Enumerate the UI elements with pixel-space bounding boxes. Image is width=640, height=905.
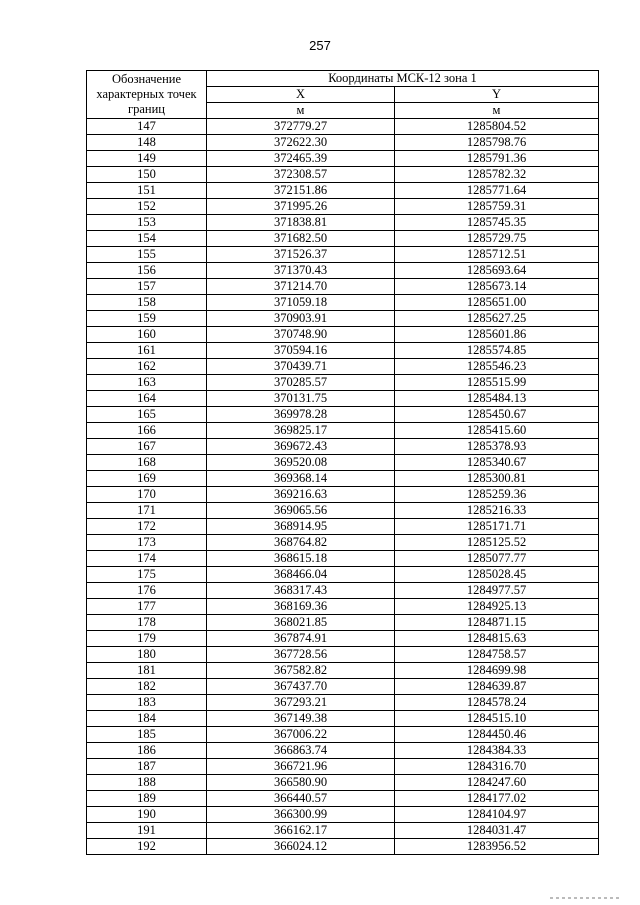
point-number-cell: 179 [87,631,207,647]
x-coordinate-cell: 370131.75 [207,391,395,407]
y-coordinate-cell: 1284177.02 [395,791,599,807]
point-number-cell: 181 [87,663,207,679]
x-coordinate-cell: 370594.16 [207,343,395,359]
x-coordinate-cell: 366863.74 [207,743,395,759]
table-row [87,263,599,279]
table-row [87,119,599,135]
y-column-header: Y [395,87,599,103]
x-coordinate-cell: 372779.27 [207,119,395,135]
point-number-cell: 168 [87,455,207,471]
point-number-cell: 176 [87,583,207,599]
point-number-cell: 182 [87,679,207,695]
table-row [87,359,599,375]
page-number: 257 [309,38,331,53]
y-coordinate-cell: 1284815.63 [395,631,599,647]
x-coordinate-cell: 371526.37 [207,247,395,263]
x-coordinate-cell: 368169.36 [207,599,395,615]
table-row [87,727,599,743]
point-number-cell: 160 [87,327,207,343]
x-coordinate-cell: 369065.56 [207,503,395,519]
table-row [87,839,599,855]
table-row [87,295,599,311]
table-row [87,423,599,439]
y-coordinate-cell: 1285804.52 [395,119,599,135]
y-coordinate-cell: 1285771.64 [395,183,599,199]
x-coordinate-cell: 369520.08 [207,455,395,471]
point-number-cell: 148 [87,135,207,151]
x-coordinate-cell: 371838.81 [207,215,395,231]
x-coordinate-cell: 366300.99 [207,807,395,823]
x-coordinate-cell: 367437.70 [207,679,395,695]
table-row [87,823,599,839]
table-row [87,711,599,727]
point-number-cell: 184 [87,711,207,727]
y-coordinate-cell: 1284515.10 [395,711,599,727]
table-row [87,471,599,487]
y-coordinate-cell: 1285693.64 [395,263,599,279]
y-coordinate-cell: 1285484.13 [395,391,599,407]
coordinates-title: Координаты МСК-12 зона 1 [207,71,599,87]
x-coordinate-cell: 368615.18 [207,551,395,567]
y-coordinate-cell: 1284316.70 [395,759,599,775]
table-row [87,519,599,535]
table-row [87,775,599,791]
table-row [87,583,599,599]
point-number-cell: 166 [87,423,207,439]
x-coordinate-cell: 370903.91 [207,311,395,327]
point-number-cell: 192 [87,839,207,855]
table-row [87,695,599,711]
y-coordinate-cell: 1285791.36 [395,151,599,167]
point-number-cell: 173 [87,535,207,551]
x-coordinate-cell: 368021.85 [207,615,395,631]
point-number-cell: 164 [87,391,207,407]
y-coordinate-cell: 1285712.51 [395,247,599,263]
x-coordinate-cell: 367149.38 [207,711,395,727]
point-number-cell: 177 [87,599,207,615]
x-coordinate-cell: 372622.30 [207,135,395,151]
y-coordinate-cell: 1285651.00 [395,295,599,311]
y-coordinate-cell: 1285574.85 [395,343,599,359]
y-coordinate-cell: 1285077.77 [395,551,599,567]
y-coordinate-cell: 1285745.35 [395,215,599,231]
coordinates-table [86,70,599,855]
point-number-cell: 178 [87,615,207,631]
table-row [87,215,599,231]
x-coordinate-cell: 371995.26 [207,199,395,215]
y-coordinate-cell: 1285601.86 [395,327,599,343]
y-coordinate-cell: 1285627.25 [395,311,599,327]
point-number-cell: 147 [87,119,207,135]
x-coordinate-cell: 368317.43 [207,583,395,599]
x-coordinate-cell: 369672.43 [207,439,395,455]
y-coordinate-cell: 1285450.67 [395,407,599,423]
y-coordinate-cell: 1285340.67 [395,455,599,471]
table-row [87,663,599,679]
point-number-cell: 185 [87,727,207,743]
x-coordinate-cell: 366721.96 [207,759,395,775]
y-coordinate-cell: 1284031.47 [395,823,599,839]
y-coordinate-cell: 1285300.81 [395,471,599,487]
x-column-header: X [207,87,395,103]
point-number-cell: 172 [87,519,207,535]
table-row [87,743,599,759]
y-coordinate-cell: 1285125.52 [395,535,599,551]
table-row [87,231,599,247]
y-coordinate-cell: 1284104.97 [395,807,599,823]
y-coordinate-cell: 1284699.98 [395,663,599,679]
point-number-cell: 161 [87,343,207,359]
point-number-cell: 150 [87,167,207,183]
y-coordinate-cell: 1285546.23 [395,359,599,375]
y-coordinate-cell: 1285415.60 [395,423,599,439]
point-number-cell: 174 [87,551,207,567]
point-number-cell: 163 [87,375,207,391]
x-coordinate-cell: 367006.22 [207,727,395,743]
x-coordinate-cell: 369216.63 [207,487,395,503]
x-coordinate-cell: 371682.50 [207,231,395,247]
x-coordinate-cell: 371214.70 [207,279,395,295]
y-coordinate-cell: 1285259.36 [395,487,599,503]
point-number-cell: 191 [87,823,207,839]
x-coordinate-cell: 369368.14 [207,471,395,487]
x-coordinate-cell: 371059.18 [207,295,395,311]
table-row [87,247,599,263]
point-number-cell: 186 [87,743,207,759]
table-row [87,807,599,823]
point-number-cell: 189 [87,791,207,807]
y-coordinate-cell: 1284758.57 [395,647,599,663]
x-coordinate-cell: 368466.04 [207,567,395,583]
table-row [87,343,599,359]
y-coordinate-cell: 1285028.45 [395,567,599,583]
table-row [87,615,599,631]
table-row [87,647,599,663]
table-row [87,439,599,455]
x-coordinate-cell: 367874.91 [207,631,395,647]
x-coordinate-cell: 366024.12 [207,839,395,855]
scan-artifact [550,897,620,899]
table-row [87,759,599,775]
y-coordinate-cell: 1285515.99 [395,375,599,391]
y-coordinate-cell: 1284871.15 [395,615,599,631]
y-unit-label: м [395,103,599,119]
table-row [87,503,599,519]
x-coordinate-cell: 371370.43 [207,263,395,279]
x-coordinate-cell: 367293.21 [207,695,395,711]
y-coordinate-cell: 1285782.32 [395,167,599,183]
table-row [87,135,599,151]
x-coordinate-cell: 367728.56 [207,647,395,663]
x-coordinate-cell: 366580.90 [207,775,395,791]
y-coordinate-cell: 1284247.60 [395,775,599,791]
point-number-cell: 190 [87,807,207,823]
y-coordinate-cell: 1284925.13 [395,599,599,615]
point-number-cell: 165 [87,407,207,423]
x-coordinate-cell: 372465.39 [207,151,395,167]
table-row [87,487,599,503]
x-coordinate-cell: 368764.82 [207,535,395,551]
designation-header: Обозначение характерных точек границ [87,71,207,119]
table-row [87,599,599,615]
point-number-cell: 155 [87,247,207,263]
x-coordinate-cell: 367582.82 [207,663,395,679]
table-row [87,167,599,183]
point-number-cell: 175 [87,567,207,583]
x-coordinate-cell: 370439.71 [207,359,395,375]
x-unit-label: м [207,103,395,119]
x-coordinate-cell: 372308.57 [207,167,395,183]
table-row [87,679,599,695]
y-coordinate-cell: 1284578.24 [395,695,599,711]
x-coordinate-cell: 369825.17 [207,423,395,439]
table-row [87,199,599,215]
y-coordinate-cell: 1284384.33 [395,743,599,759]
table-row [87,551,599,567]
point-number-cell: 154 [87,231,207,247]
y-coordinate-cell: 1283956.52 [395,839,599,855]
table-row [87,279,599,295]
point-number-cell: 188 [87,775,207,791]
point-number-cell: 170 [87,487,207,503]
table-row [87,183,599,199]
y-coordinate-cell: 1284639.87 [395,679,599,695]
y-coordinate-cell: 1284450.46 [395,727,599,743]
table-header [87,71,599,119]
x-coordinate-cell: 366162.17 [207,823,395,839]
table-row [87,327,599,343]
point-number-cell: 167 [87,439,207,455]
point-number-cell: 187 [87,759,207,775]
point-number-cell: 156 [87,263,207,279]
point-number-cell: 162 [87,359,207,375]
y-coordinate-cell: 1285798.76 [395,135,599,151]
x-coordinate-cell: 372151.86 [207,183,395,199]
point-number-cell: 152 [87,199,207,215]
point-number-cell: 169 [87,471,207,487]
x-coordinate-cell: 370748.90 [207,327,395,343]
y-coordinate-cell: 1285171.71 [395,519,599,535]
point-number-cell: 151 [87,183,207,199]
point-number-cell: 158 [87,295,207,311]
y-coordinate-cell: 1285759.31 [395,199,599,215]
table-row [87,455,599,471]
table-row [87,631,599,647]
point-number-cell: 159 [87,311,207,327]
table-row [87,375,599,391]
y-coordinate-cell: 1285378.93 [395,439,599,455]
table-row [87,407,599,423]
table-row [87,151,599,167]
point-number-cell: 153 [87,215,207,231]
x-coordinate-cell: 366440.57 [207,791,395,807]
y-coordinate-cell: 1285216.33 [395,503,599,519]
point-number-cell: 180 [87,647,207,663]
y-coordinate-cell: 1284977.57 [395,583,599,599]
x-coordinate-cell: 368914.95 [207,519,395,535]
y-coordinate-cell: 1285673.14 [395,279,599,295]
point-number-cell: 149 [87,151,207,167]
table-row [87,535,599,551]
table-body [87,119,599,855]
table-row [87,391,599,407]
table-row [87,791,599,807]
x-coordinate-cell: 370285.57 [207,375,395,391]
table-row [87,567,599,583]
x-coordinate-cell: 369978.28 [207,407,395,423]
point-number-cell: 183 [87,695,207,711]
point-number-cell: 171 [87,503,207,519]
point-number-cell: 157 [87,279,207,295]
y-coordinate-cell: 1285729.75 [395,231,599,247]
table-row [87,311,599,327]
